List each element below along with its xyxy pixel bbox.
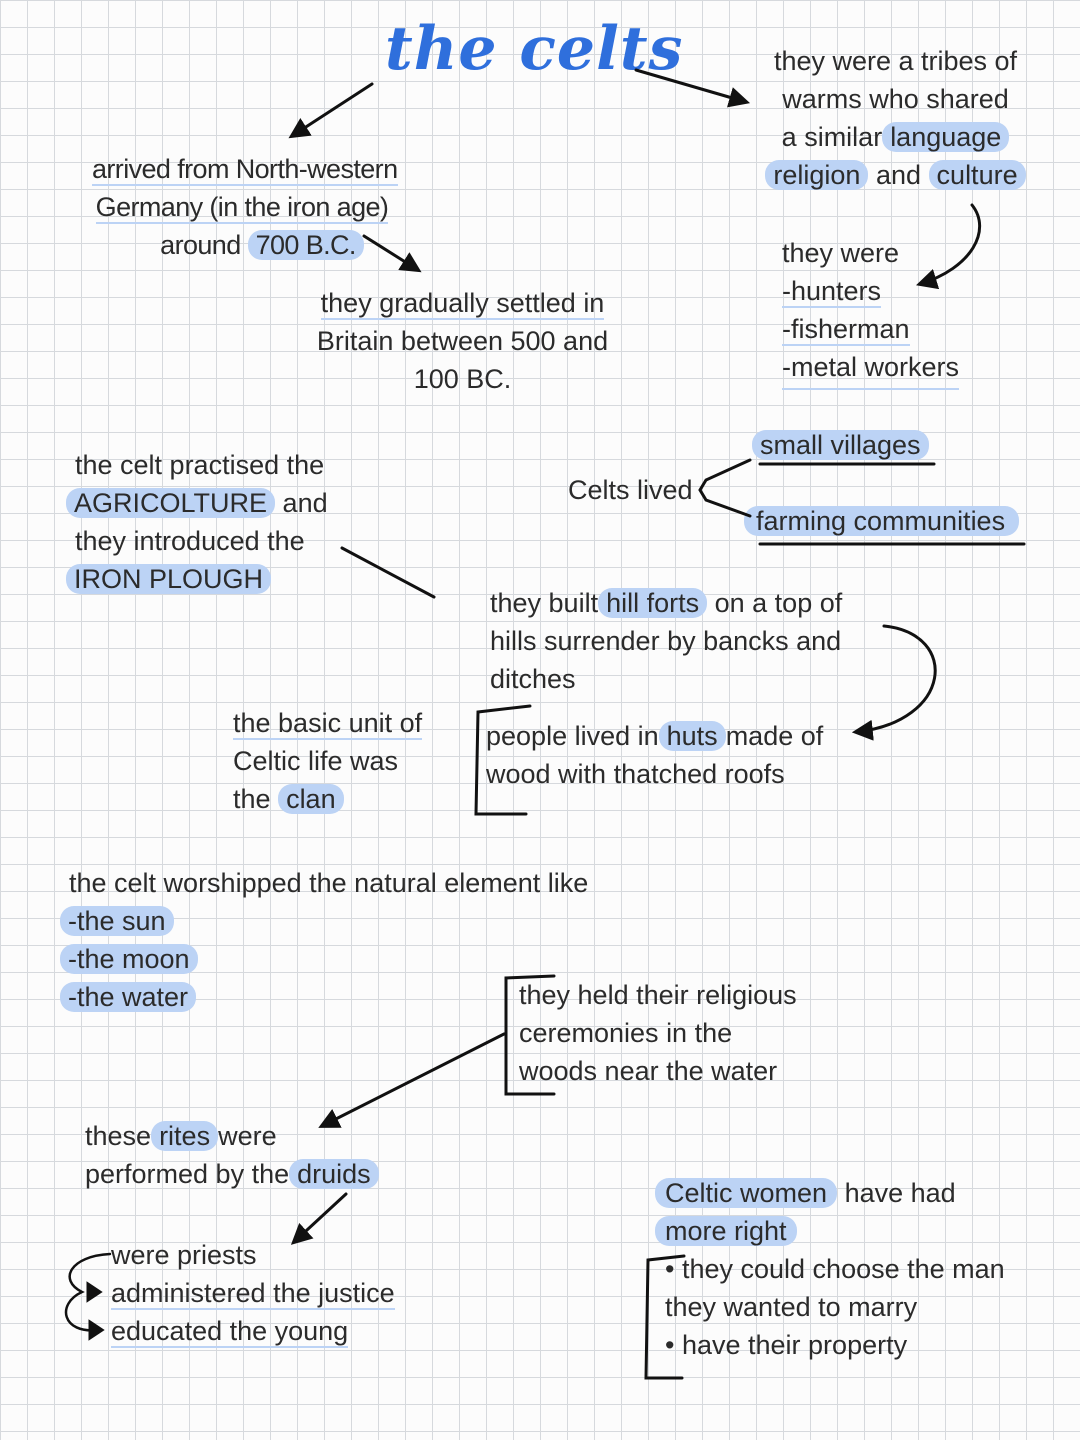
druid-role: were priests [111,1240,257,1270]
agriculture-and: and [282,488,328,518]
clan-highlight: clan [278,784,344,814]
druid-role: administered the justice [111,1278,395,1308]
occupation-item: -metal workers [782,348,959,390]
occupation-item: -hunters [782,276,882,306]
ceremonies-line-1: they held their religious [519,980,797,1010]
celts-lived-brace [700,460,750,516]
page-title: the celts [385,14,684,84]
small-villages-highlight: small villages [752,430,929,460]
ceremonies-line-2: ceremonies in the [519,1018,733,1048]
arrow-to-tribes [636,70,746,102]
worship-item: -the sun [60,906,174,936]
settlement-line-3: 100 BC. [413,364,512,394]
tribes-line-3: a similar [781,122,883,152]
bullet-icon: • [665,1330,675,1360]
celts-lived-label: Celts lived [568,475,693,505]
women-bullet: they could choose the man [681,1254,1005,1284]
rites-highlight: rites [151,1121,218,1151]
arrow-to-arrival [292,84,372,136]
women-bullet: they wanted to marry [665,1292,918,1322]
culture-highlight: culture [929,160,1026,190]
hill-forts-line-3: ditches [490,664,576,694]
iron-plough-highlight: IRON PLOUGH [66,564,271,594]
hill-forts-line-2: hills surrender by bancks and [490,626,842,656]
arrival-date-highlight: 700 B.C. [248,230,364,260]
arrival-line-3: around [160,230,241,260]
arrival-line-2: Germany (in the iron age) [95,192,389,222]
more-right-highlight: more right [655,1216,797,1246]
women-bracket [646,1256,684,1378]
druid-role: educated the young [111,1316,349,1346]
worship-item: -the moon [60,944,198,974]
arrival-line-1: arrived from North-western [92,154,398,184]
agriculture-connector [342,548,434,597]
huts-pre: people lived in [486,721,659,751]
huts-highlight: huts [659,721,726,751]
clan-line-1: the basic unit of [233,708,423,738]
arrow-to-huts [856,626,935,732]
women-post: have had [844,1178,956,1208]
hill-forts-highlight: hill forts [598,588,707,618]
huts-post: made of [725,721,824,751]
ceremonies-bracket [506,976,554,1094]
worship-line-1: the celt worshipped the natural element like [69,868,589,898]
arrow-to-occupations [920,205,980,284]
language-highlight: language [882,122,1009,152]
tribes-line-2: warms who shared [782,84,1009,114]
religion-highlight: religion [765,160,868,190]
bullet-icon: • [665,1254,675,1284]
rites-post: were [218,1121,277,1151]
tribes-line-1: they were a tribes of [773,46,1018,76]
hill-forts-pre: they built [490,588,599,618]
arrow-to-settlement [364,236,418,270]
agriculture-line-3: they introduced the [75,526,305,556]
settlement-line-2: Britain between 500 and [316,326,609,356]
women-bullet: have their property [681,1330,908,1360]
ceremonies-line-3: woods near the water [519,1056,778,1086]
farming-communities-highlight: farming communities [744,506,1019,536]
druids-highlight: druids [289,1159,379,1189]
huts-bracket [476,706,530,814]
rites-line-2: performed by the [85,1159,290,1189]
tribes-and: and [875,160,922,190]
druid-arrowhead-2 [90,1322,102,1338]
arrow-to-druids [294,1194,346,1242]
huts-line-2: wood with thatched roofs [486,759,785,789]
rites-pre: these [85,1121,152,1151]
settlement-line-1: they gradually settled in [320,288,605,318]
occupation-item: -fisherman [782,314,910,344]
occupations-heading: they were [782,238,900,268]
druid-arrowhead-1 [88,1284,100,1300]
arrow-to-rites [322,1034,504,1126]
worship-item: -the water [60,982,196,1012]
hill-forts-post: on a top of [714,588,843,618]
celtic-women-highlight: Celtic women [655,1178,837,1208]
agriculture-highlight: AGRICOLTURE [66,488,275,518]
clan-line-2: Celtic life was [233,746,399,776]
clan-line-3: the [233,784,271,814]
agriculture-line-1: the celt practised the [75,450,325,480]
